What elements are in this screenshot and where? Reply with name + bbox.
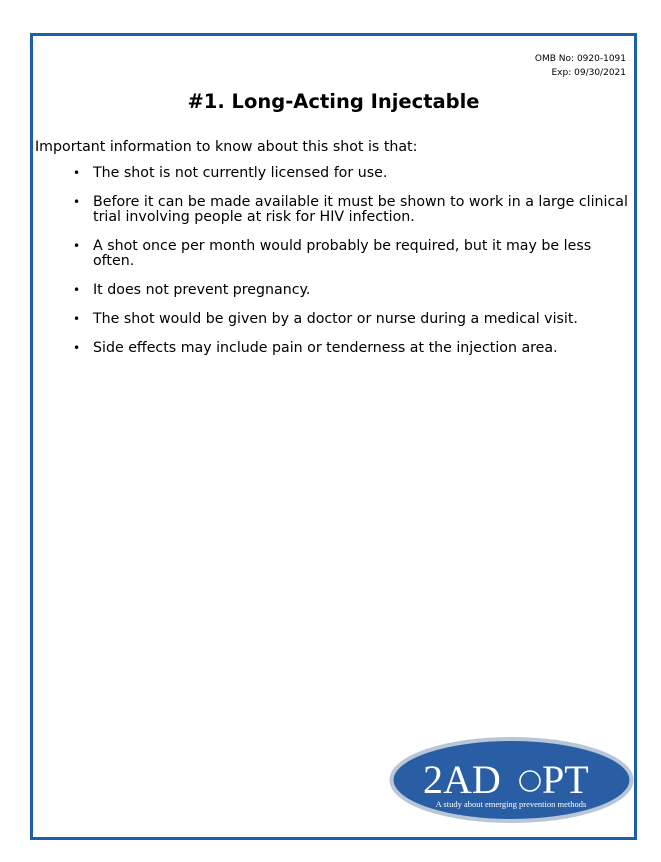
list-item-text: Before it can be made available it must be shown to work in a large clinical trial involving people at risk for HIV infection. <box>93 194 628 225</box>
bullet-icon: • <box>73 341 81 355</box>
bullet-icon: • <box>73 312 81 326</box>
list-item <box>66 166 634 181</box>
list-item-text: The shot is not currently licensed for use. <box>93 165 388 181</box>
bullet-icon: • <box>73 239 81 253</box>
list-item <box>66 283 634 298</box>
info-list <box>66 166 634 370</box>
page-title: #1. Long-Acting Injectable <box>187 90 480 113</box>
list-item <box>66 341 634 356</box>
bullet-icon: • <box>73 166 81 180</box>
list-item-text: It does not prevent pregnancy. <box>93 282 311 298</box>
bullet-icon: • <box>73 283 81 297</box>
logo-tagline: A study about emerging prevention methods <box>435 799 587 809</box>
list-item-text: The shot would be given by a doctor or nurse during a medical visit. <box>93 311 578 327</box>
study-logo <box>389 736 634 824</box>
omb-number: OMB No: 0920-1091 <box>534 54 626 64</box>
logo-text-part1: 2AD <box>423 757 501 802</box>
list-item <box>66 195 634 225</box>
omb-expiration: Exp: 09/30/2021 <box>551 68 626 78</box>
omb-info <box>535 52 626 80</box>
list-item <box>66 239 634 269</box>
intro-text: Important information to know about this shot is that: <box>35 139 418 155</box>
list-item-text: A shot once per month would probably be required, but it may be less often. <box>93 238 592 269</box>
logo-text-part2: PT <box>542 757 589 802</box>
list-item-text: Side effects may include pain or tenderness at the injection area. <box>93 340 558 356</box>
list-item <box>66 312 634 327</box>
bullet-icon: • <box>73 195 81 209</box>
document-frame <box>30 33 637 840</box>
